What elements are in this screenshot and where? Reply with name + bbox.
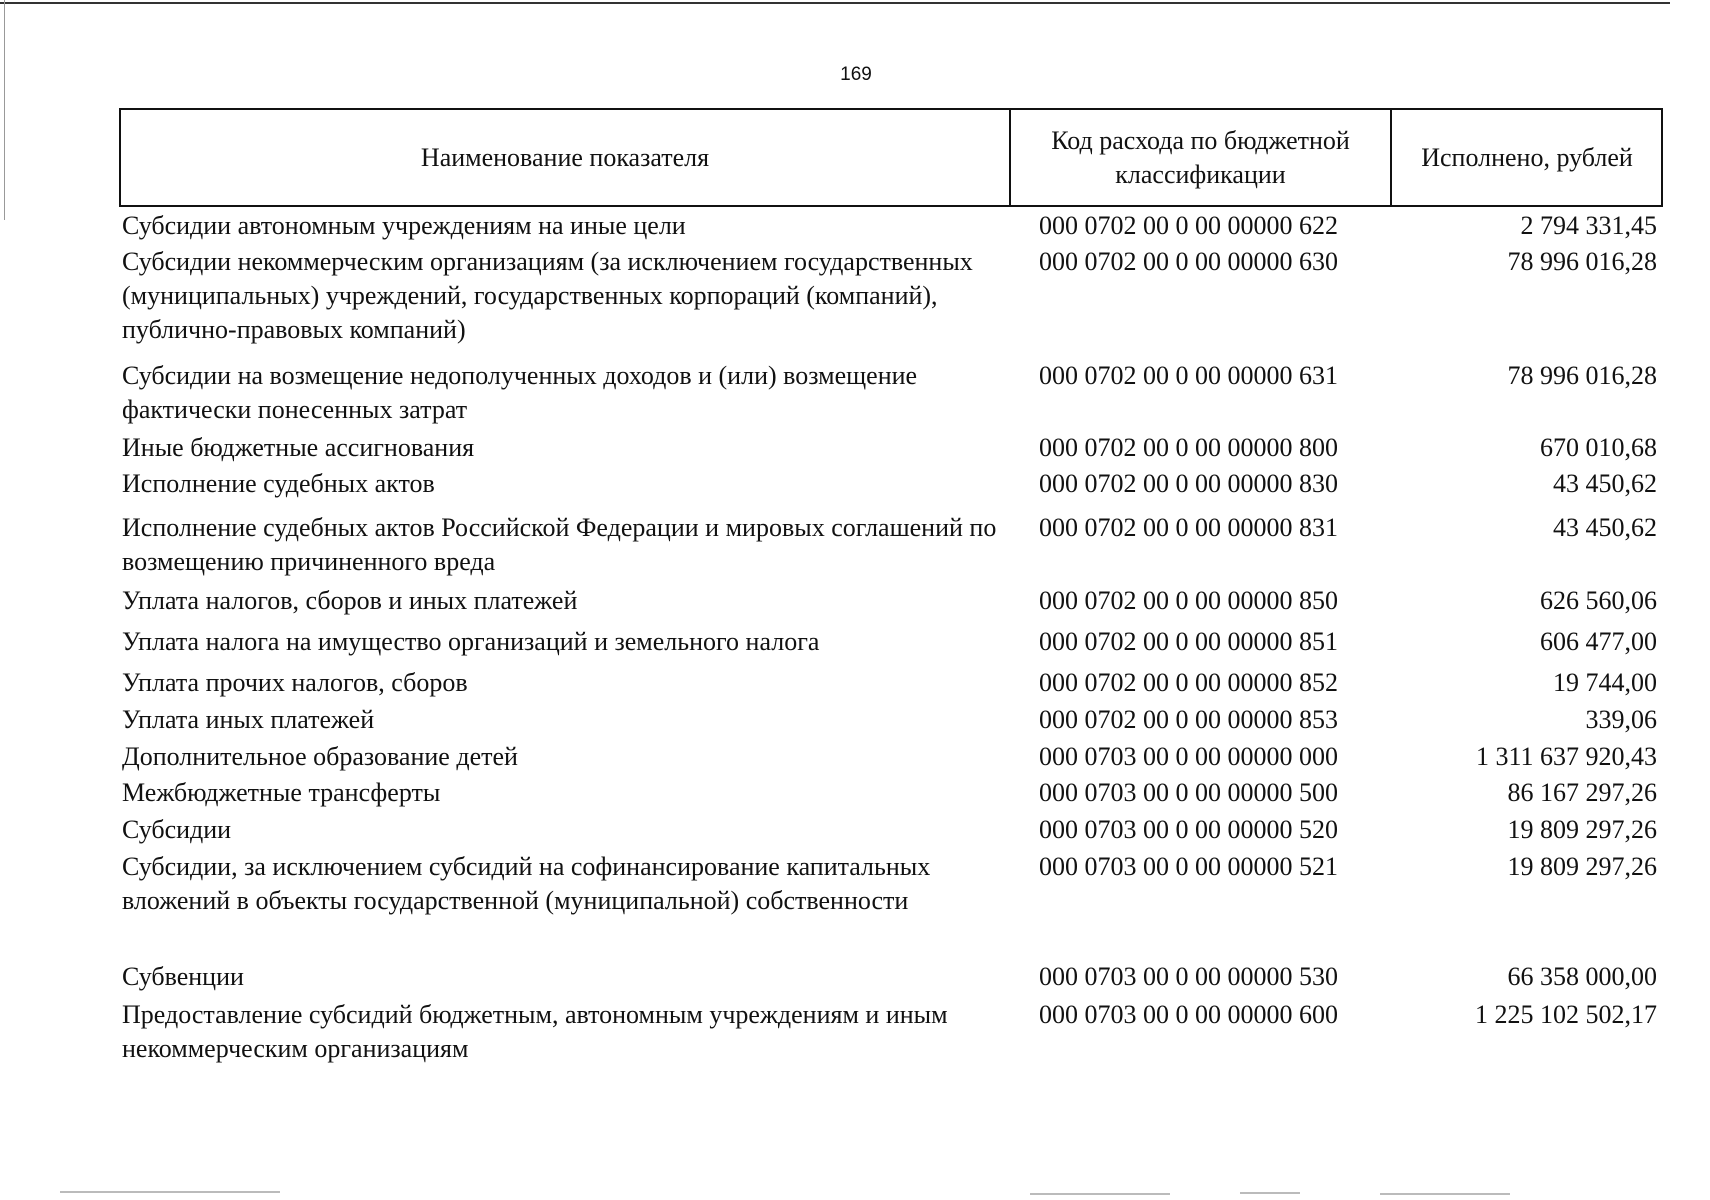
row-name: Исполнение судебных актов Российской Федерации и мировых соглашений по возмещению причиненного вреда bbox=[122, 513, 997, 576]
row-value: 19 809 297,26 bbox=[1507, 852, 1657, 881]
row-value: 86 167 297,26 bbox=[1507, 778, 1657, 807]
row-code: 000 0702 00 0 00 00000 800 bbox=[1039, 433, 1338, 462]
row-value: 19 809 297,26 bbox=[1507, 815, 1657, 844]
row-value: 670 010,68 bbox=[1540, 433, 1657, 462]
scan-artifact bbox=[60, 1191, 280, 1193]
header-value-label: Исполнено, рублей bbox=[1421, 142, 1633, 172]
row-name: Субсидии некоммерческим организациям (за исключением государственных (муниципальных) учреждений, государственных корпораций (компаний), публично-правовых компаний) bbox=[122, 247, 973, 344]
budget-table bbox=[119, 108, 1663, 1070]
scan-artifact bbox=[1030, 1193, 1170, 1195]
header-name bbox=[121, 110, 1009, 205]
row-name: Уплата иных платежей bbox=[122, 705, 375, 734]
row-code: 000 0703 00 0 00 00000 521 bbox=[1039, 852, 1338, 881]
table-row bbox=[119, 467, 1663, 511]
row-name: Субсидии на возмещение недополученных доходов и (или) возмещение фактически понесенных затрат bbox=[122, 361, 918, 424]
table-row bbox=[119, 625, 1663, 666]
left-edge-mark bbox=[4, 0, 5, 220]
row-name: Иные бюджетные ассигнования bbox=[122, 433, 475, 462]
row-code: 000 0702 00 0 00 00000 630 bbox=[1039, 247, 1338, 276]
table-row bbox=[119, 960, 1663, 998]
row-name: Субсидии автономным учреждениям на иные цели bbox=[122, 211, 686, 240]
row-code: 000 0703 00 0 00 00000 000 bbox=[1039, 742, 1338, 771]
table-row bbox=[119, 511, 1663, 584]
header-code-line2: классификации bbox=[1115, 159, 1286, 189]
header-value bbox=[1390, 110, 1662, 205]
row-name: Субсидии bbox=[122, 815, 232, 844]
page-number: 169 bbox=[840, 64, 872, 85]
header-code-line1: Код расхода по бюджетной bbox=[1051, 125, 1350, 155]
row-code: 000 0702 00 0 00 00000 850 bbox=[1039, 586, 1338, 615]
row-name: Предоставление субсидий бюджетным, автономным учреждениям и иным некоммерческим организациям bbox=[122, 1000, 948, 1063]
row-code: 000 0702 00 0 00 00000 853 bbox=[1039, 705, 1338, 734]
row-name: Межбюджетные трансферты bbox=[122, 778, 441, 807]
table-row bbox=[119, 359, 1663, 431]
row-name: Исполнение судебных актов bbox=[122, 469, 435, 498]
row-value: 19 744,00 bbox=[1553, 668, 1657, 697]
table-row bbox=[119, 703, 1663, 740]
row-value: 606 477,00 bbox=[1540, 627, 1657, 656]
row-value: 2 794 331,45 bbox=[1520, 211, 1657, 240]
scan-artifact bbox=[1240, 1192, 1300, 1194]
row-code: 000 0702 00 0 00 00000 852 bbox=[1039, 668, 1338, 697]
row-value: 1 311 637 920,43 bbox=[1475, 742, 1657, 771]
table-row bbox=[119, 666, 1663, 703]
row-code: 000 0702 00 0 00 00000 622 bbox=[1039, 211, 1338, 240]
table-row bbox=[119, 998, 1663, 1070]
row-name: Субсидии, за исключением субсидий на софинансирование капитальных вложений в объекты государственной (муниципальной) собственности bbox=[122, 852, 931, 915]
row-value: 339,06 bbox=[1585, 705, 1657, 734]
table-row bbox=[119, 776, 1663, 813]
table-row bbox=[119, 813, 1663, 850]
table-row bbox=[119, 850, 1663, 960]
row-value: 43 450,62 bbox=[1553, 469, 1657, 498]
row-name: Субвенции bbox=[122, 962, 244, 991]
row-code: 000 0703 00 0 00 00000 520 bbox=[1039, 815, 1338, 844]
table-body bbox=[119, 209, 1663, 1070]
table-row bbox=[119, 209, 1663, 245]
row-name: Уплата налогов, сборов и иных платежей bbox=[122, 586, 578, 615]
row-code: 000 0702 00 0 00 00000 830 bbox=[1039, 469, 1338, 498]
row-code: 000 0702 00 0 00 00000 631 bbox=[1039, 361, 1338, 390]
top-border-line bbox=[0, 2, 1670, 4]
table-row bbox=[119, 431, 1663, 467]
table-header bbox=[119, 108, 1663, 207]
row-code: 000 0703 00 0 00 00000 600 bbox=[1039, 1000, 1338, 1029]
header-code bbox=[1009, 110, 1390, 205]
table-row bbox=[119, 740, 1663, 776]
row-value: 66 358 000,00 bbox=[1507, 962, 1657, 991]
row-value: 1 225 102 502,17 bbox=[1475, 1000, 1657, 1029]
row-code: 000 0702 00 0 00 00000 851 bbox=[1039, 627, 1338, 656]
row-value: 78 996 016,28 bbox=[1507, 247, 1657, 276]
header-name-label: Наименование показателя bbox=[420, 142, 710, 172]
row-value: 626 560,06 bbox=[1540, 586, 1657, 615]
row-name: Дополнительное образование детей bbox=[122, 742, 518, 771]
row-name: Уплата налога на имущество организаций и земельного налога bbox=[122, 627, 820, 656]
row-code: 000 0703 00 0 00 00000 530 bbox=[1039, 962, 1338, 991]
table-row bbox=[119, 584, 1663, 625]
row-code: 000 0703 00 0 00 00000 500 bbox=[1039, 778, 1338, 807]
scan-artifact bbox=[1380, 1193, 1510, 1195]
row-value: 78 996 016,28 bbox=[1507, 361, 1657, 390]
row-value: 43 450,62 bbox=[1553, 513, 1657, 542]
row-name: Уплата прочих налогов, сборов bbox=[122, 668, 468, 697]
table-row bbox=[119, 245, 1663, 359]
row-code: 000 0702 00 0 00 00000 831 bbox=[1039, 513, 1338, 542]
